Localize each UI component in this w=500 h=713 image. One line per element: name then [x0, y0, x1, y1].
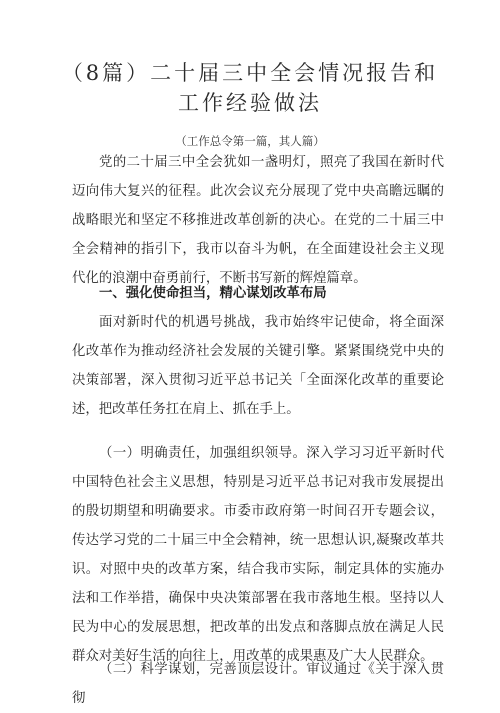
subsection-2-paragraph: （二）科学谋划，完善顶层设计。审议通过《关于深入贯彻	[72, 662, 444, 706]
section-heading-1: 一、强化使命担当，精心谋划改革布局	[99, 286, 327, 301]
section-1-paragraph: 面对新时代的机遇号挑战，我市始终牢记使命，将全面深化改革作为推动经济社会发展的关键引擎。紧紧围绕党中央的决策部署，深入贯彻习近平总书记关「全面深化改革的重要论述，把改革任务扛在肩上、抓在手上。	[72, 315, 444, 417]
subsection-1-paragraph: （一）明确责任，加强组织领导。深入学习习近平新时代中国特色社会主义思想，特别是习近平总书记对我市发展提出的殷切期望和明确要求。市委市政府第一时间召开专题会议，传达学习党的二十届三中全会精神，统一思想认识,凝聚改革共识。对照中央的改革方案，结合我市实际，制定具体的实施办法和工作举措，确保中央决策部署在我市落地生根。坚持以人民为中心的发展思想，把改革的出发点和落脚点放在满足人民群众对美好生活的向往上，用改革的成果惠及广大人民群众。	[72, 446, 444, 664]
intro-paragraph: 党的二十届三中全会犹如一盏明灯，照亮了我国在新时代迈向伟大复兴的征程。此次会议充分展现了党中央高瞻远瞩的战略眼光和坚定不移推进改革创新的决心。在党的二十届三中全会精神的指引下，我市以奋斗为帆，在全面建设社会主义现代化的浪潮中奋勇前行，不断书写新的辉煌篇章。	[72, 155, 444, 286]
document-title: （8篇）二十届三中全会情况报告和工作经验做法	[61, 61, 439, 115]
document-subtitle: （工作总令第一篇，其人篇）	[175, 134, 325, 148]
